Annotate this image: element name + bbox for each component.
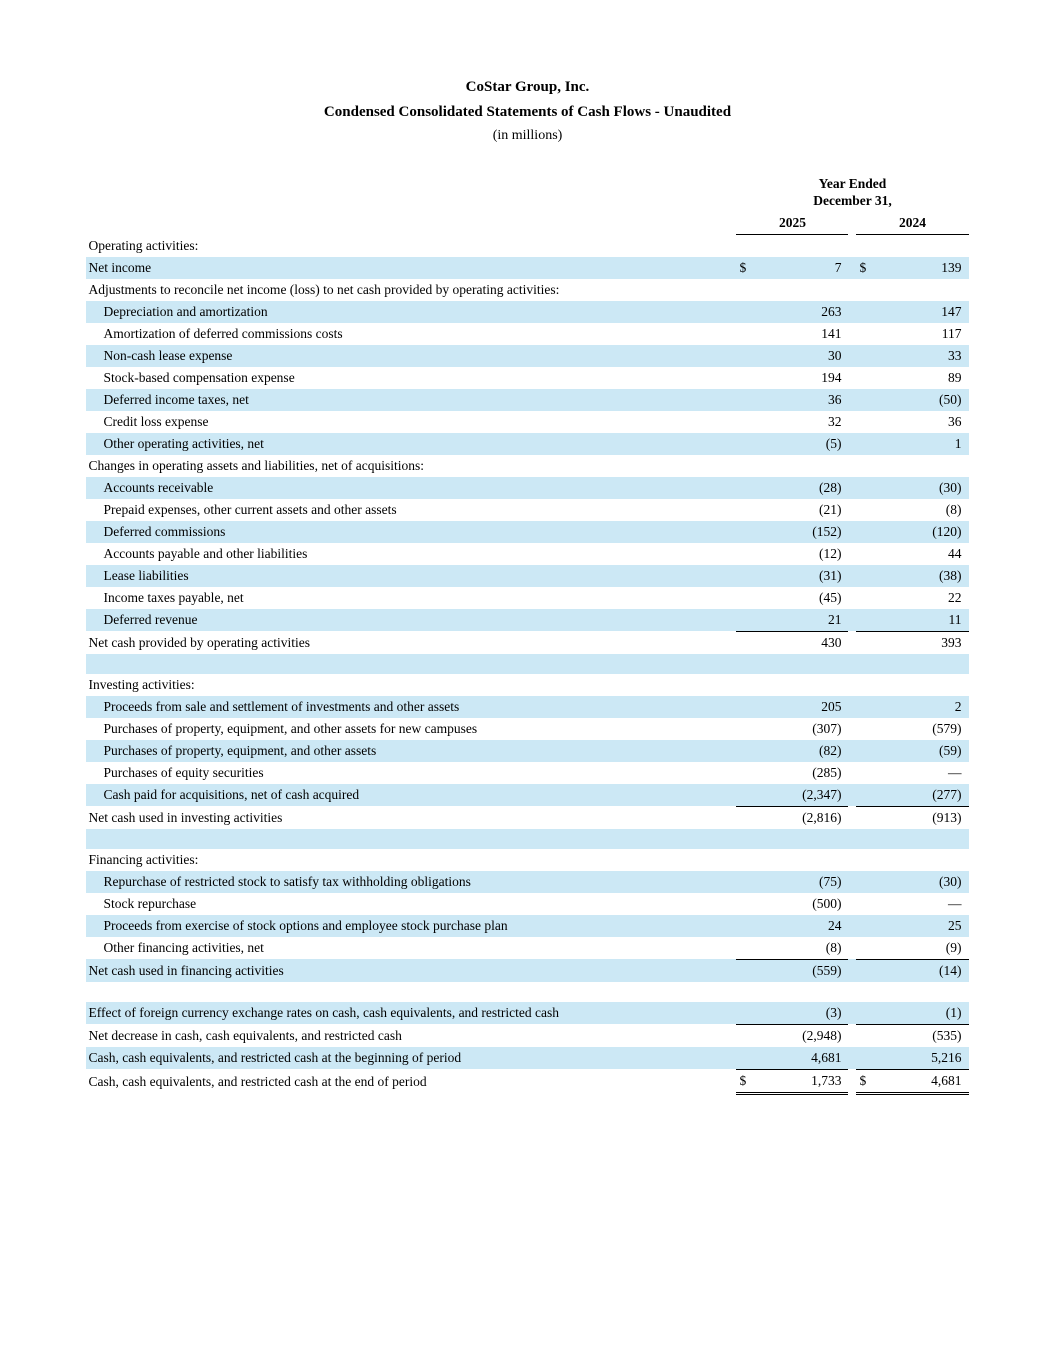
dollar-sign-2025 [736, 849, 756, 871]
column-gap [848, 477, 856, 499]
year-column-2024: 2024 [856, 212, 968, 235]
dollar-sign-2024 [856, 389, 876, 411]
value-2024: (579) [932, 720, 962, 736]
value-2025 [756, 674, 848, 696]
value-2024: 2 [876, 696, 968, 718]
column-gap [848, 323, 856, 345]
dollar-sign-2025 [736, 499, 756, 521]
value-2024: (9) [876, 937, 968, 960]
dollar-sign-2025 [736, 631, 756, 654]
value-2024: 4,681 [876, 1069, 968, 1093]
row-label: Accounts payable and other liabilities [103, 545, 308, 561]
value-2024: (277) [876, 784, 968, 807]
value-2024: 5,216 [876, 1047, 968, 1070]
table-row [86, 235, 968, 257]
value-2024: (535) [932, 1027, 962, 1043]
row-label: Accounts receivable [86, 477, 736, 499]
dollar-sign-2024 [856, 915, 876, 937]
dollar-sign-2025 [736, 323, 756, 345]
table-row [86, 1069, 968, 1093]
table-row [86, 565, 968, 587]
dollar-sign-2024 [856, 455, 876, 477]
value-2025: (8) [756, 937, 848, 960]
dollar-sign-2024 [856, 696, 876, 718]
table-row [86, 937, 968, 960]
table-row [86, 631, 968, 654]
value-2024: 25 [876, 915, 968, 937]
column-gap [848, 609, 856, 632]
row-label: Proceeds from exercise of stock options and employee stock purchase plan [86, 915, 736, 937]
table-row [86, 762, 968, 784]
row-label: Repurchase of restricted stock to satisfy tax withholding obligations [86, 871, 736, 893]
value-2025: (3) [756, 1002, 848, 1025]
column-gap [848, 389, 856, 411]
column-gap [848, 212, 856, 235]
row-label: Credit loss expense [103, 413, 209, 429]
value-2024: (59) [876, 740, 968, 762]
value-2024: (913) [932, 809, 962, 825]
dollar-sign-2024 [856, 433, 876, 455]
table-row [86, 455, 968, 477]
value-2024: 36 [948, 413, 962, 429]
value-2025: (75) [756, 871, 848, 893]
dollar-sign-2024 [856, 565, 876, 587]
header-spacer-cell [86, 212, 736, 235]
dollar-sign-2024 [856, 740, 876, 762]
row-label: Deferred revenue [86, 609, 736, 632]
table-row [86, 893, 968, 915]
value-2025: 24 [756, 915, 848, 937]
dollar-sign-2025 [736, 893, 756, 915]
dollar-sign-2024 [856, 674, 876, 696]
dollar-sign-2025 [736, 806, 756, 829]
table-row [86, 1002, 968, 1025]
spacer-cell [86, 654, 968, 674]
dollar-sign-2025 [736, 279, 756, 301]
value-2024: (120) [876, 521, 968, 543]
column-gap [848, 345, 856, 367]
dollar-sign-2025 [736, 937, 756, 960]
document-title: CoStar Group, Inc. [465, 79, 590, 95]
row-label: Financing activities: [88, 851, 199, 867]
dollar-sign-2025 [736, 609, 756, 632]
value-2025: (2,948) [802, 1027, 842, 1043]
dollar-sign-2024 [856, 521, 876, 543]
year-column-2025: 2025 [736, 212, 848, 235]
dollar-sign-2024 [856, 959, 876, 982]
row-label: Stock repurchase [103, 895, 197, 911]
value-2024: — [948, 895, 962, 911]
value-2025 [756, 455, 848, 477]
dollar-sign-2024 [856, 806, 876, 829]
table-row [86, 784, 968, 807]
column-gap [848, 696, 856, 718]
value-2025: (28) [756, 477, 848, 499]
row-label: Net cash used in investing activities [88, 809, 283, 825]
table-row [86, 279, 968, 301]
column-gap [848, 257, 856, 279]
value-2025: 7 [756, 257, 848, 279]
row-label: Cash paid for acquisitions, net of cash acquired [86, 784, 736, 807]
row-label: Purchases of equity securities [103, 764, 264, 780]
column-gap [848, 301, 856, 323]
table-row [86, 433, 968, 455]
value-2024 [876, 279, 968, 301]
row-label: Amortization of deferred commissions costs [103, 325, 343, 341]
dollar-sign-2025 [736, 674, 756, 696]
column-gap [848, 1002, 856, 1025]
value-2024: 33 [876, 345, 968, 367]
dollar-sign-2024: $ [856, 257, 876, 279]
dollar-sign-2024 [856, 762, 876, 784]
table-row [86, 696, 968, 718]
dollar-sign-2025 [736, 696, 756, 718]
value-2024: (30) [876, 477, 968, 499]
dollar-sign-2025 [736, 455, 756, 477]
column-gap [848, 762, 856, 784]
table-row [86, 806, 968, 829]
dollar-sign-2025 [736, 345, 756, 367]
dollar-sign-2024 [856, 1024, 876, 1047]
cash-flow-table [86, 172, 968, 1095]
table-row [86, 389, 968, 411]
row-label: Proceeds from sale and settlement of investments and other assets [86, 696, 736, 718]
value-2025: 36 [756, 389, 848, 411]
table-row [86, 477, 968, 499]
column-gap [848, 740, 856, 762]
table-row [86, 499, 968, 521]
dollar-sign-2024 [856, 279, 876, 301]
value-2025: (285) [812, 764, 842, 780]
row-label: Cash, cash equivalents, and restricted cash at the beginning of period [86, 1047, 736, 1070]
table-row [86, 367, 968, 389]
table-row [86, 301, 968, 323]
dollar-sign-2025 [736, 477, 756, 499]
table-row [86, 609, 968, 632]
dollar-sign-2024 [856, 631, 876, 654]
value-2025: (82) [756, 740, 848, 762]
table-row [86, 740, 968, 762]
value-2025: 263 [756, 301, 848, 323]
column-gap [848, 718, 856, 740]
column-gap [848, 235, 856, 257]
dollar-sign-2025 [736, 235, 756, 257]
table-row [86, 915, 968, 937]
table-row [86, 871, 968, 893]
table-header [86, 172, 968, 235]
row-label: Operating activities: [88, 237, 199, 253]
dollar-sign-2025 [736, 1024, 756, 1047]
dollar-sign-2025 [736, 411, 756, 433]
dollar-sign-2025 [736, 587, 756, 609]
dollar-sign-2024 [856, 718, 876, 740]
dollar-sign-2025 [736, 565, 756, 587]
row-label: Adjustments to reconcile net income (loss) to net cash provided by operating activities: [88, 281, 560, 297]
value-2025 [756, 235, 848, 257]
value-2025: (2,347) [756, 784, 848, 807]
table-row [86, 674, 968, 696]
dollar-sign-2024 [856, 543, 876, 565]
value-2025: (45) [818, 589, 842, 605]
dollar-sign-2025 [736, 740, 756, 762]
value-2025: 21 [756, 609, 848, 632]
document-units: (in millions) [492, 128, 563, 143]
value-2024: 139 [876, 257, 968, 279]
dollar-sign-2025 [736, 389, 756, 411]
dollar-sign-2025 [736, 543, 756, 565]
year-header-row [86, 212, 968, 235]
dollar-sign-2025 [736, 959, 756, 982]
value-2024: 117 [941, 325, 962, 341]
row-label: Deferred commissions [86, 521, 736, 543]
dollar-sign-2024 [856, 477, 876, 499]
table-row [86, 257, 968, 279]
value-2025: (2,816) [802, 809, 842, 825]
value-2025: 1,733 [756, 1069, 848, 1093]
value-2025: 194 [821, 369, 842, 385]
column-gap [848, 433, 856, 455]
column-gap [848, 806, 856, 829]
dollar-sign-2024 [856, 499, 876, 521]
row-label: Purchases of property, equipment, and other assets for new campuses [103, 720, 478, 736]
value-2024: — [948, 764, 962, 780]
row-label: Non-cash lease expense [86, 345, 736, 367]
column-gap [848, 915, 856, 937]
dollar-sign-2025 [736, 433, 756, 455]
dollar-sign-2025: $ [736, 1069, 756, 1093]
table-row [86, 587, 968, 609]
table-row [86, 959, 968, 982]
row-label: Other operating activities, net [86, 433, 736, 455]
dollar-sign-2025 [736, 1047, 756, 1070]
value-2025: (31) [756, 565, 848, 587]
header-spacer-cell [86, 172, 736, 212]
dollar-sign-2024 [856, 1047, 876, 1070]
cash-flow-table-body [86, 235, 968, 1094]
value-2025: (12) [818, 545, 842, 561]
value-2025: (21) [818, 501, 842, 517]
row-label: Prepaid expenses, other current assets and other assets [103, 501, 397, 517]
value-2025: (307) [812, 720, 842, 736]
dollar-sign-2024 [856, 345, 876, 367]
column-gap [848, 871, 856, 893]
value-2024 [876, 455, 968, 477]
spacer-row [86, 982, 968, 1002]
dollar-sign-2025 [736, 1002, 756, 1025]
spacer-cell [86, 982, 968, 1002]
dollar-sign-2025: $ [736, 257, 756, 279]
dollar-sign-2025 [736, 915, 756, 937]
column-gap [848, 565, 856, 587]
dollar-sign-2024 [856, 587, 876, 609]
value-2025: (152) [756, 521, 848, 543]
table-row [86, 849, 968, 871]
value-2025: 32 [827, 413, 842, 429]
table-row [86, 1047, 968, 1070]
column-gap [848, 674, 856, 696]
spacer-cell [86, 829, 968, 849]
column-gap [848, 1069, 856, 1093]
column-gap [848, 937, 856, 960]
table-row [86, 411, 968, 433]
table-row [86, 323, 968, 345]
row-label: Net decrease in cash, cash equivalents, and restricted cash [88, 1027, 402, 1043]
value-2024 [876, 674, 968, 696]
column-gap [848, 1047, 856, 1070]
value-2024: 147 [876, 301, 968, 323]
column-gap [848, 543, 856, 565]
value-2024: 393 [941, 634, 962, 650]
column-gap [848, 893, 856, 915]
table-row [86, 1024, 968, 1047]
dollar-sign-2024 [856, 784, 876, 807]
period-header-line2: December 31, [813, 193, 892, 208]
column-gap [848, 784, 856, 807]
value-2025: (559) [756, 959, 848, 982]
row-label: Lease liabilities [86, 565, 736, 587]
value-2024: (14) [876, 959, 968, 982]
dollar-sign-2025 [736, 762, 756, 784]
value-2024: 22 [948, 589, 962, 605]
column-gap [848, 1024, 856, 1047]
value-2025: (500) [812, 895, 842, 911]
value-2025 [756, 279, 848, 301]
column-gap [848, 849, 856, 871]
column-gap [848, 521, 856, 543]
row-label: Net cash used in financing activities [86, 959, 736, 982]
row-label: Investing activities: [88, 676, 195, 692]
row-label: Changes in operating assets and liabilities, net of acquisitions: [88, 457, 425, 473]
dollar-sign-2025 [736, 718, 756, 740]
value-2024 [876, 849, 968, 871]
dollar-sign-2024 [856, 367, 876, 389]
column-gap [848, 279, 856, 301]
table-row [86, 543, 968, 565]
value-2024: 89 [948, 369, 962, 385]
value-2025: (5) [756, 433, 848, 455]
value-2024: 1 [876, 433, 968, 455]
dollar-sign-2025 [736, 301, 756, 323]
value-2025: 205 [756, 696, 848, 718]
row-label: Stock-based compensation expense [103, 369, 295, 385]
table-row [86, 345, 968, 367]
dollar-sign-2024 [856, 235, 876, 257]
row-label: Net cash provided by operating activities [88, 634, 311, 650]
value-2024: (8) [945, 501, 962, 517]
column-gap [848, 499, 856, 521]
column-gap [848, 411, 856, 433]
row-label: Effect of foreign currency exchange rates on cash, cash equivalents, and restricted cash [86, 1002, 736, 1025]
dollar-sign-2024 [856, 871, 876, 893]
row-label: Deferred income taxes, net [86, 389, 736, 411]
column-gap [848, 587, 856, 609]
dollar-sign-2024 [856, 893, 876, 915]
row-label: Other financing activities, net [103, 940, 264, 955]
dollar-sign-2025 [736, 871, 756, 893]
value-2024: 11 [876, 609, 968, 632]
row-label: Depreciation and amortization [86, 301, 736, 323]
dollar-sign-2024: $ [856, 1069, 876, 1093]
column-gap [848, 631, 856, 654]
value-2024: (30) [876, 871, 968, 893]
dollar-sign-2025 [736, 521, 756, 543]
dollar-sign-2024 [856, 849, 876, 871]
row-label: Net income [86, 257, 736, 279]
spacer-row [86, 829, 968, 849]
value-2024: (50) [876, 389, 968, 411]
column-gap [848, 367, 856, 389]
value-2025 [756, 849, 848, 871]
value-2024: (1) [876, 1002, 968, 1025]
dollar-sign-2025 [736, 784, 756, 807]
dollar-sign-2024 [856, 1002, 876, 1025]
dollar-sign-2024 [856, 411, 876, 433]
value-2025: 4,681 [756, 1047, 848, 1070]
document-subtitle: Condensed Consolidated Statements of Cash Flows - Unaudited [323, 104, 732, 120]
row-label: Income taxes payable, net [103, 589, 244, 605]
row-label: Purchases of property, equipment, and other assets [86, 740, 736, 762]
period-header [736, 172, 968, 212]
row-label: Cash, cash equivalents, and restricted cash at the end of period [88, 1074, 427, 1089]
period-header-row [86, 172, 968, 212]
dollar-sign-2024 [856, 301, 876, 323]
column-gap [848, 455, 856, 477]
value-2025: 141 [821, 325, 842, 341]
value-2024: 44 [948, 545, 962, 561]
dollar-sign-2024 [856, 323, 876, 345]
value-2025: 430 [821, 634, 842, 650]
dollar-sign-2024 [856, 937, 876, 960]
value-2024 [876, 235, 968, 257]
dollar-sign-2024 [856, 609, 876, 632]
period-header-line1: Year Ended [818, 176, 887, 191]
spacer-row [86, 654, 968, 674]
value-2024: (38) [876, 565, 968, 587]
value-2025: 30 [756, 345, 848, 367]
table-row [86, 521, 968, 543]
table-row [86, 718, 968, 740]
dollar-sign-2025 [736, 367, 756, 389]
column-gap [848, 959, 856, 982]
